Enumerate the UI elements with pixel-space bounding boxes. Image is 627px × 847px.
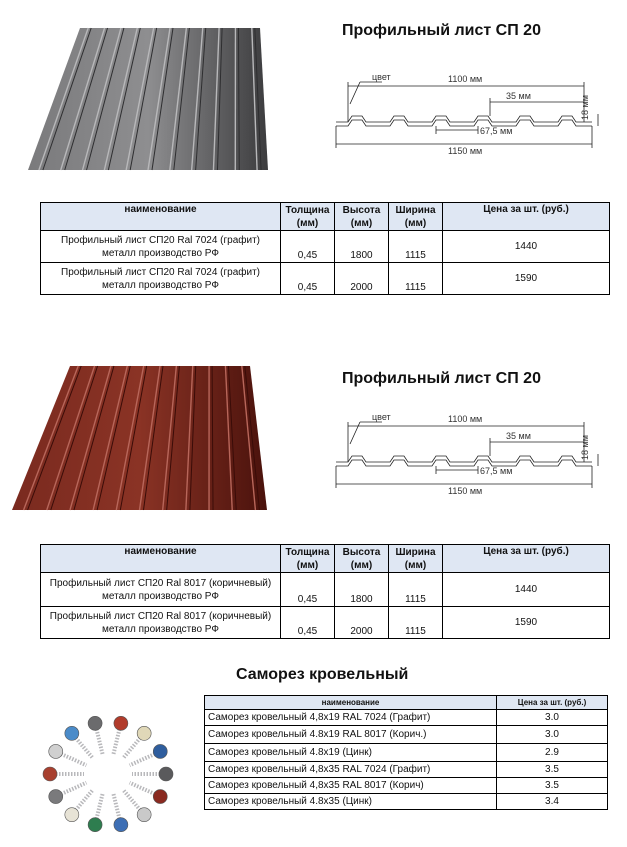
section2-title: Профильный лист СП 20 [342,370,541,387]
height-value: 1800 [335,573,389,607]
screw-name: Саморез кровельный 4,8х19 RAL 7024 (Графит) [205,710,497,726]
table-row [41,231,610,263]
table-row [205,778,608,794]
screw-price: 2.9 [497,744,608,762]
header-thickness: Толщина (мм) [281,203,335,231]
height-value: 2000 [335,263,389,295]
screw-price: 3.5 [497,778,608,794]
thickness-value: 0,45 [281,231,335,263]
width-value: 1115 [389,263,443,295]
screw-price: 3.0 [497,726,608,744]
table-row [41,263,610,295]
header-height: Высота (мм) [335,545,389,573]
screw-name: Саморез кровельный 4.8х35 (Цинк) [205,794,497,810]
wave-top-label: 35 мм [506,431,531,441]
screws-title: Саморез кровельный [236,666,409,683]
header-width: Ширина (мм) [389,545,443,573]
thickness-value: 0,45 [281,573,335,607]
header-name: наименование [205,696,497,710]
header-price: Цена за шт. (руб.) [443,203,610,231]
height-value: 2000 [335,607,389,639]
width-value: 1115 [389,573,443,607]
screw-price: 3.0 [497,710,608,726]
header-thickness: Толщина (мм) [281,545,335,573]
screws-image [22,710,194,840]
thickness-value: 0,45 [281,607,335,639]
screw-name: Саморез кровельный 4.8х19 RAL 8017 (Корич.) [205,726,497,744]
product-name: Профильный лист СП20 Ral 7024 (графит) металл производство РФ [41,263,281,295]
width-value: 1115 [389,231,443,263]
header-price: Цена за шт. (руб.) [443,545,610,573]
table-row [41,573,610,607]
table-row [205,794,608,810]
width-total-label: 1100 мм [448,414,483,424]
table-row [205,710,608,726]
screw-price: 3.5 [497,762,608,778]
color-label: цвет [372,72,391,82]
height-label: 18 мм [580,435,590,460]
screw-name: Саморез кровельный 4.8х19 (Цинк) [205,744,497,762]
screw-price: 3.4 [497,794,608,810]
section1-spec-table [40,202,610,295]
width-full-label: 1150 мм [448,486,483,496]
section2-profile-diagram [330,404,610,496]
product-name: Профильный лист СП20 Ral 8017 (коричневый) металл производство РФ [41,573,281,607]
graphite-sheet-image [28,22,268,174]
brown-sheet-image [12,364,267,512]
header-price: Цена за шт. (руб.) [497,696,608,710]
width-value: 1115 [389,607,443,639]
width-total-label: 1100 мм [448,74,483,84]
table-row [205,762,608,778]
thickness-value: 0,45 [281,263,335,295]
screw-name: Саморез кровельный 4,8х35 RAL 8017 (Корич) [205,778,497,794]
section1-profile-diagram [330,64,610,156]
wave-pitch-label: 67,5 мм [480,466,513,476]
price-value: 1440 [443,573,610,607]
section2-spec-table [40,544,610,639]
color-label: цвет [372,412,391,422]
screw-name: Саморез кровельный 4,8х35 RAL 7024 (Графит) [205,762,497,778]
price-value: 1590 [443,263,610,295]
height-value: 1800 [335,231,389,263]
wave-pitch-label: 67,5 мм [480,126,513,136]
section1-title: Профильный лист СП 20 [342,22,541,39]
table-row [205,744,608,762]
header-width: Ширина (мм) [389,203,443,231]
screws-price-table [204,695,608,810]
width-full-label: 1150 мм [448,146,483,156]
header-name: наименование [41,203,281,231]
table-row [41,607,610,639]
header-height: Высота (мм) [335,203,389,231]
product-name: Профильный лист СП20 Ral 8017 (коричневый) металл производство РФ [41,607,281,639]
price-value: 1590 [443,607,610,639]
wave-top-label: 35 мм [506,91,531,101]
table-row [205,726,608,744]
product-name: Профильный лист СП20 Ral 7024 (графит) металл производство РФ [41,231,281,263]
price-value: 1440 [443,231,610,263]
header-name: наименование [41,545,281,573]
height-label: 18 мм [580,95,590,120]
